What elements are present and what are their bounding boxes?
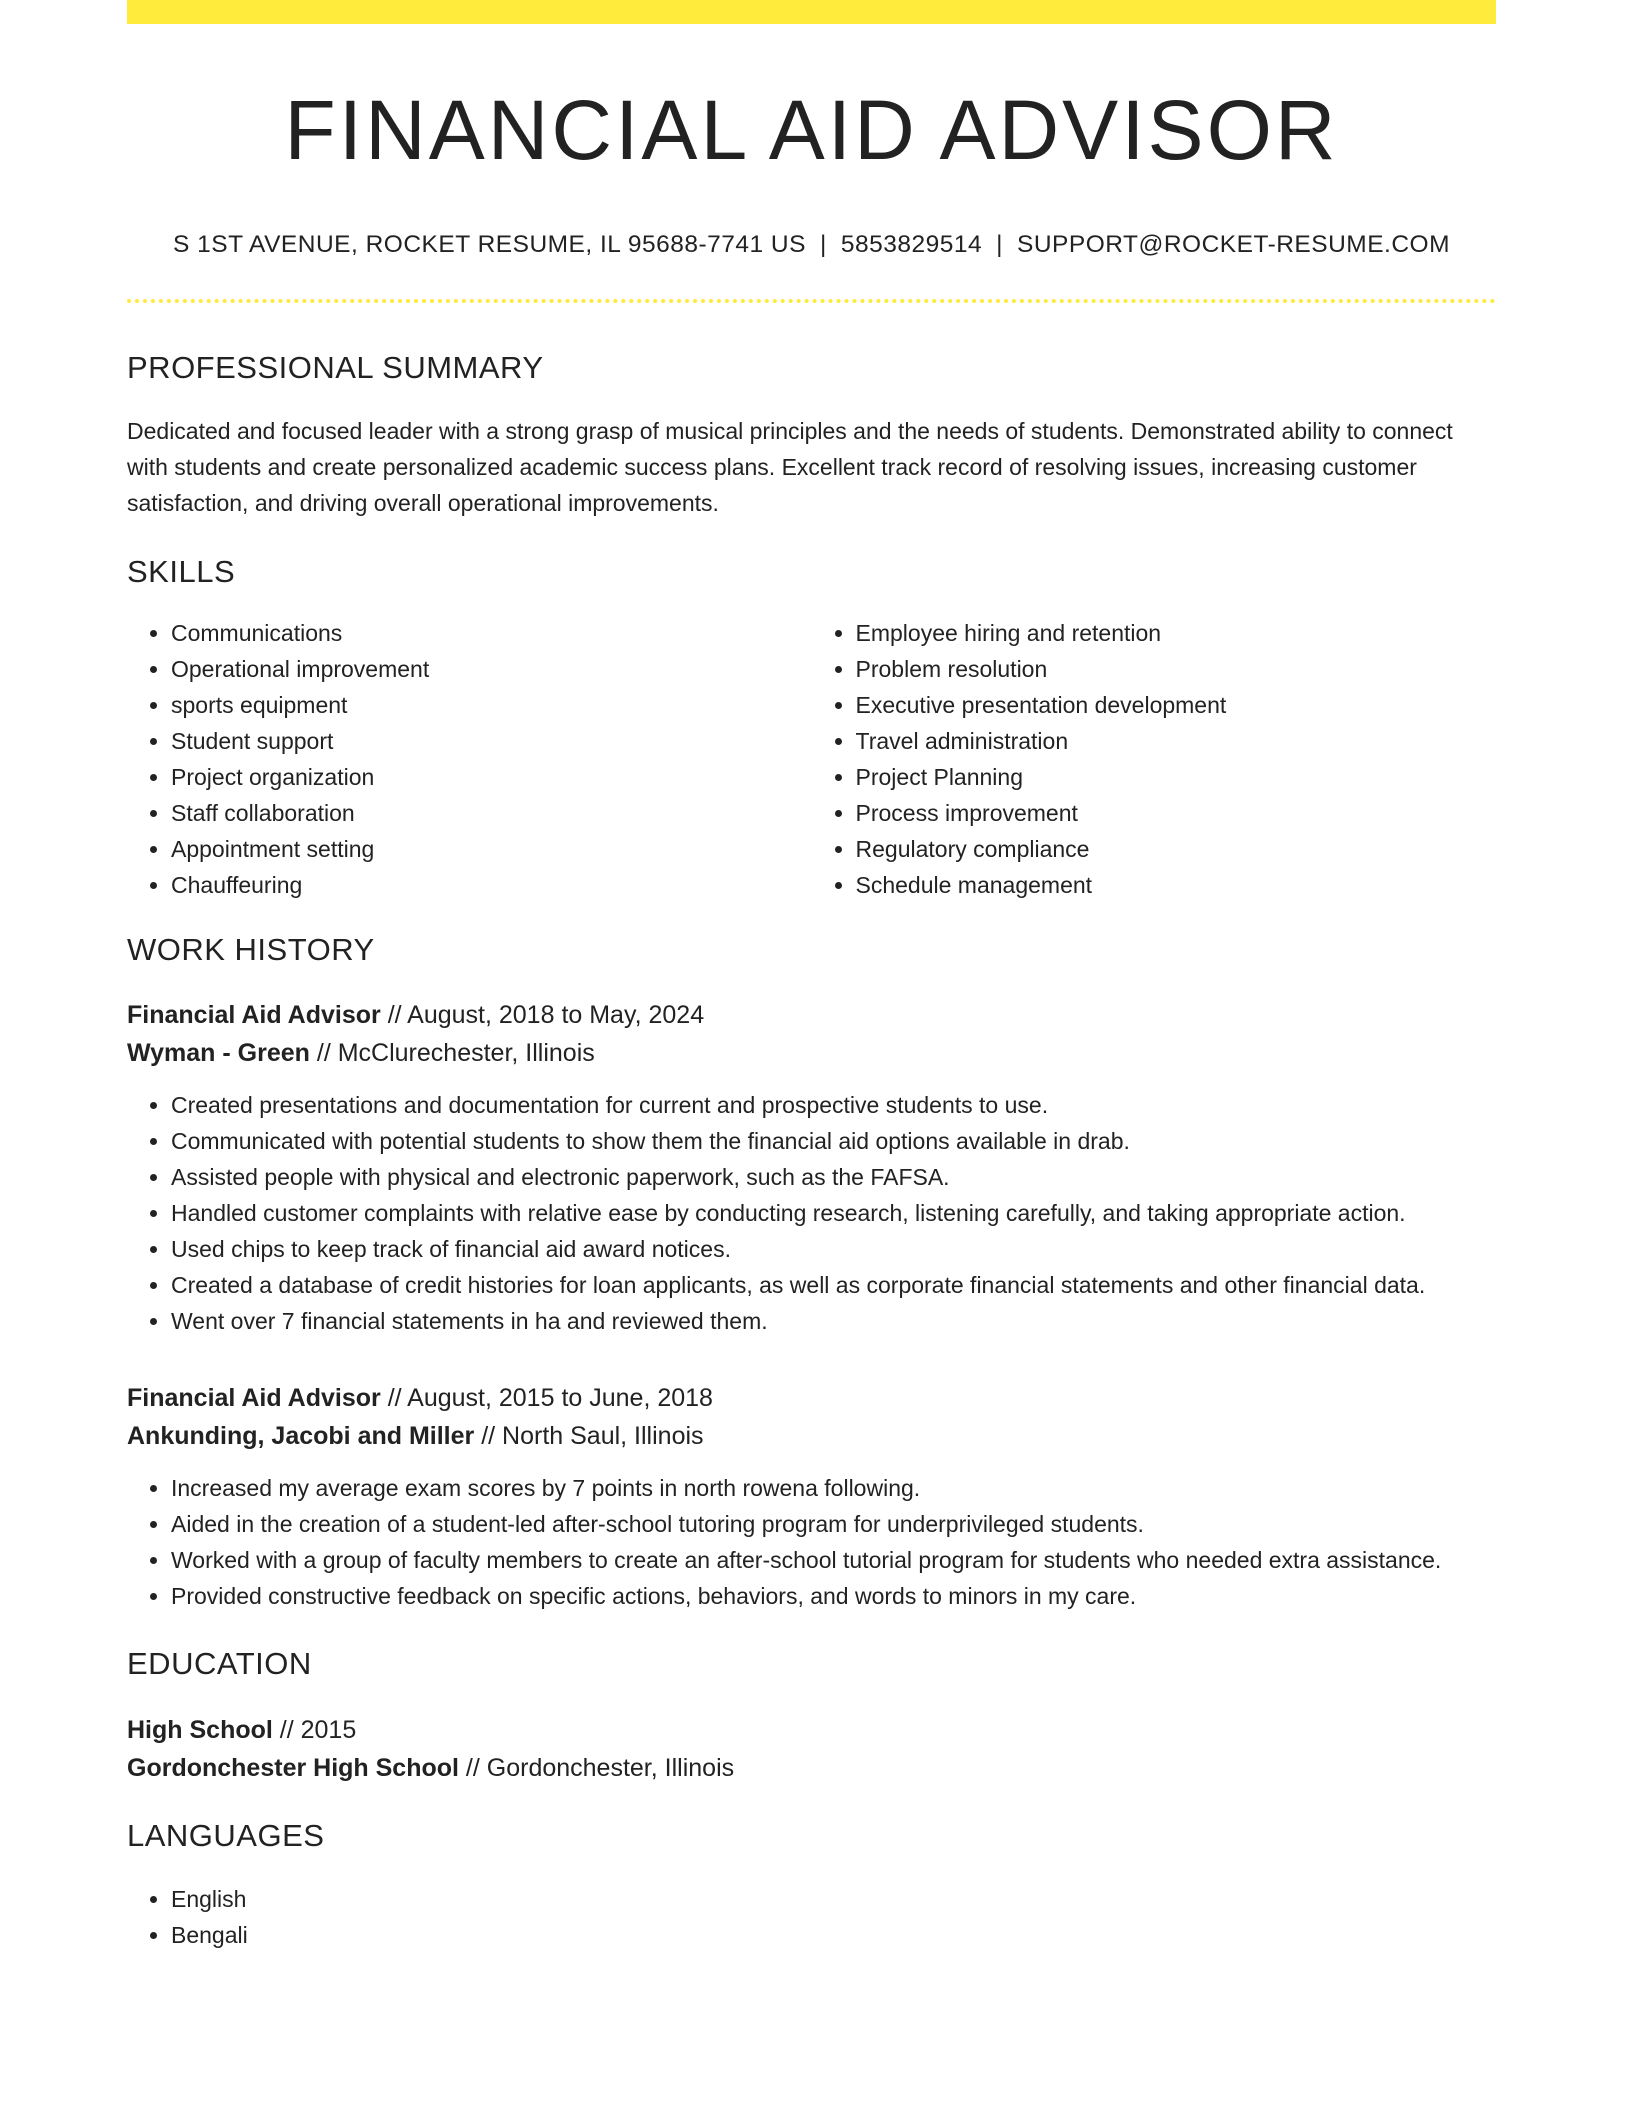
skill-item: • Schedule management: [856, 867, 1497, 903]
job-bullet: • Created a database of credit histories for loan applicants, as well as corporate financial statements and other financial data.: [171, 1267, 1496, 1303]
skill-item: • Regulatory compliance: [856, 831, 1497, 867]
languages-heading: LANGUAGES: [127, 1817, 325, 1853]
job-bullet: • Created presentations and documentation for current and prospective students to use.: [171, 1087, 1496, 1123]
job-title-line: [127, 996, 1496, 1034]
skills-heading: SKILLS: [127, 553, 236, 589]
job-bullet: • Aided in the creation of a student-led after-school tutoring program for underprivileged students.: [171, 1506, 1496, 1542]
languages-list: [127, 1881, 1496, 1953]
job-bullet: • Communicated with potential students to show them the financial aid options available in drab.: [171, 1123, 1496, 1159]
skill-item: • Process improvement: [856, 795, 1497, 831]
summary-text: Dedicated and focused leader with a strong grasp of musical principles and the needs of students. Demonstrated ability to connect with students and create personalized academic success plans. Excellent track record of resolving issues, increasing customer satisfaction, and driving overall operational improvements.: [127, 417, 1453, 516]
education-degree-line: [127, 1711, 1496, 1749]
job-company-line: [127, 1417, 1496, 1455]
job-bullet: • Increased my average exam scores by 7 points in north rowena following.: [171, 1470, 1496, 1506]
job-title-line: [127, 1379, 1496, 1417]
skill-item: • Travel administration: [856, 723, 1497, 759]
education-heading: EDUCATION: [127, 1646, 312, 1682]
job-bullet: • Assisted people with physical and electronic paperwork, such as the FAFSA.: [171, 1159, 1496, 1195]
skills-column-right: [812, 615, 1497, 903]
job-entry: [127, 996, 1496, 1339]
top-accent-bar: [127, 0, 1496, 24]
language-item: • English: [171, 1881, 1496, 1917]
skill-item: • Appointment setting: [171, 831, 812, 867]
skills-list: [127, 615, 1496, 903]
skill-item: • sports equipment: [171, 687, 812, 723]
job-bullet: • Handled customer complaints with relative ease by conducting research, listening carefully, and taking appropriate action.: [171, 1195, 1496, 1231]
education-entry: [127, 1711, 1496, 1787]
skill-item: • Problem resolution: [856, 651, 1497, 687]
contact-line: [127, 231, 1496, 259]
skill-item: • Employee hiring and retention: [856, 615, 1497, 651]
job-entry: [127, 1379, 1496, 1614]
job-company-line: [127, 1034, 1496, 1072]
skill-item: • Executive presentation development: [856, 687, 1497, 723]
job-bullet: • Worked with a group of faculty members to create an after-school tutorial program for students who needed extra assistance.: [171, 1542, 1496, 1578]
job-bullet: • Went over 7 financial statements in ha and reviewed them.: [171, 1303, 1496, 1339]
dotted-divider: [127, 299, 1496, 303]
skill-item: • Communications: [171, 615, 812, 651]
summary-heading: PROFESSIONAL SUMMARY: [127, 349, 544, 385]
job-bullet: • Provided constructive feedback on specific actions, behaviors, and words to minors in my care.: [171, 1578, 1496, 1614]
job-location: // McClurechester, Illinois: [309, 1039, 595, 1068]
skill-item: • Chauffeuring: [171, 867, 812, 903]
job-bullets: [127, 1470, 1496, 1614]
job-title: Financial Aid Advisor: [127, 1001, 381, 1030]
education-location: // Gordonchester, Illinois: [458, 1753, 735, 1782]
skill-item: • Student support: [171, 723, 812, 759]
skill-item: • Project organization: [171, 759, 812, 795]
job-dates: // August, 2015 to June, 2018: [380, 1384, 713, 1413]
contact-address: S 1ST AVENUE, ROCKET RESUME, IL 95688-7741 US: [172, 230, 806, 258]
contact-separator: |: [996, 230, 1003, 258]
job-bullet: • Used chips to keep track of financial aid award notices.: [171, 1231, 1496, 1267]
education-degree: High School: [127, 1715, 273, 1744]
education-school: Gordonchester High School: [127, 1753, 459, 1782]
job-location: // North Saul, Illinois: [474, 1422, 704, 1451]
job-company: Wyman - Green: [127, 1039, 310, 1068]
language-item: • Bengali: [171, 1917, 1496, 1953]
resume-page: [127, 0, 1496, 1953]
skills-column-left: [127, 615, 812, 903]
job-company: Ankunding, Jacobi and Miller: [127, 1422, 475, 1451]
education-year: // 2015: [272, 1715, 357, 1744]
job-bullets: [127, 1087, 1496, 1339]
skill-item: • Staff collaboration: [171, 795, 812, 831]
contact-separator: |: [819, 230, 827, 258]
skill-item: • Operational improvement: [171, 651, 812, 687]
contact-phone: 5853829514: [840, 230, 983, 258]
contact-email: SUPPORT@ROCKET-RESUME.COM: [1016, 230, 1451, 258]
job-dates: // August, 2018 to May, 2024: [380, 1001, 705, 1030]
resume-title: FINANCIAL AID ADVISOR: [284, 83, 1339, 177]
skill-item: • Project Planning: [856, 759, 1497, 795]
work-history-heading: WORK HISTORY: [127, 932, 375, 968]
education-school-line: [127, 1749, 1496, 1787]
job-title: Financial Aid Advisor: [127, 1384, 381, 1413]
